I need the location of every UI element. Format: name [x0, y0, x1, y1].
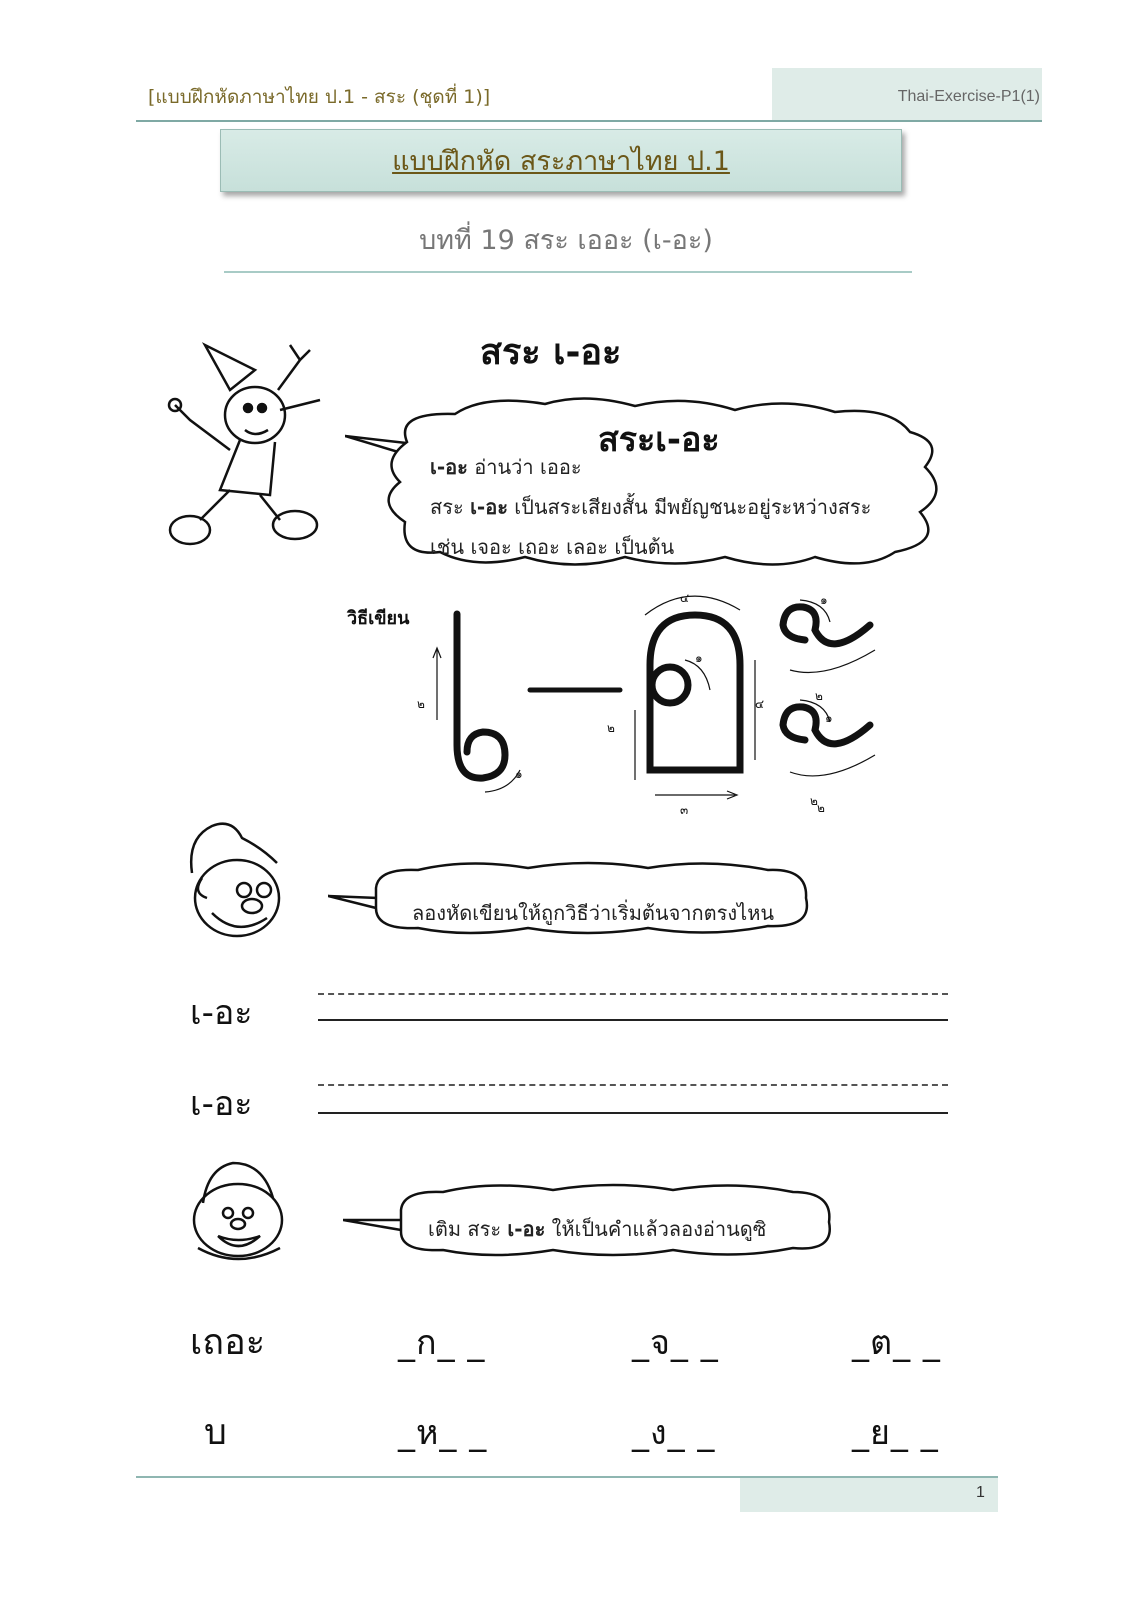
stroke-num: ๑ [695, 651, 703, 665]
cloud-line-1 [430, 451, 582, 483]
fill-blank-item[interactable]: _ต_ _ [852, 1323, 941, 1363]
page-title: แบบฝึกหัด สระภาษาไทย ป.1 [392, 146, 730, 177]
stroke-num: ๒ [417, 697, 425, 711]
cloud-line-2-pre: สระ [430, 495, 471, 519]
stroke-num: ๒ [817, 801, 825, 815]
lesson-subtitle: บทที่ 19 สระ เออะ (เ-อะ) [419, 225, 713, 256]
cloud-line-3: เช่น เจอะ เถอะ เลอะ เป็นต้น [430, 535, 675, 559]
stroke-num: ๒ [815, 689, 823, 703]
fill-blank-item[interactable]: _ง_ _ [632, 1413, 716, 1453]
speech-practice-text: ลองหัดเขียนให้ถูกวิธีว่าเริ่มต้นจากตรงไหน [412, 901, 775, 925]
cloud-line-2-bold: เ-อะ [470, 495, 508, 519]
fill-example-word: เถอะ [190, 1322, 266, 1363]
dwarf-illustration-1 [182, 818, 292, 943]
stroke-num: ๑ [825, 711, 833, 725]
dwarf-illustration-2 [188, 1158, 288, 1268]
practice-base-line-1 [318, 1019, 948, 1021]
header-left-title: [แบบฝึกหัดภาษาไทย ป.1 - สระ (ชุดที่ 1)] [148, 86, 491, 108]
footer-box [740, 1478, 998, 1512]
stroke-num: ๓ [680, 803, 689, 817]
practice-base-line-2 [318, 1112, 948, 1114]
practice-dashed-line-2[interactable] [318, 1084, 948, 1086]
page-number: 1 [976, 1484, 985, 1501]
header-divider [136, 120, 1042, 122]
stroke-num: ๑ [820, 593, 828, 607]
vowel-heading: สระ เ-อะ [480, 332, 622, 373]
speech-fill-bold: เ-อะ [507, 1217, 546, 1241]
practice-label-1: เ-อะ [190, 993, 253, 1033]
cloud-line-2-text: เป็นสระเสียงสั้น มีพยัญชนะอยู่ระหว่างสระ [507, 495, 872, 519]
subtitle-divider [224, 271, 912, 273]
stroke-num: ๒ [810, 794, 818, 808]
fill-blank-item[interactable]: _ห_ _ [398, 1413, 488, 1453]
cloud-line-2 [430, 491, 871, 523]
stroke-num: ๔ [680, 591, 690, 605]
practice-label-2: เ-อะ [190, 1084, 253, 1124]
stroke-num: ๑ [515, 767, 523, 781]
pinocchio-illustration [160, 330, 330, 560]
stroke-num: ๒ [607, 721, 615, 735]
speech-fill-rest: ให้เป็นคำแล้วลองอ่านดูซิ [545, 1217, 767, 1241]
fill-blank-item[interactable]: _ก_ _ [398, 1323, 486, 1363]
stroke-order-diagram [405, 580, 905, 830]
title-banner [220, 129, 902, 192]
cloud-line-1-text: อ่านว่า เออะ [467, 455, 582, 479]
cloud-line-1-bold: เ-อะ [430, 455, 468, 479]
cloud-title: สระเ-อะ [598, 420, 720, 460]
fill-example-consonant: บ [204, 1412, 227, 1453]
fill-blank-item[interactable]: _ย_ _ [852, 1413, 939, 1453]
practice-dashed-line-1[interactable] [318, 993, 948, 995]
header-right-code: Thai-Exercise-P1(1) [897, 88, 1040, 105]
fill-blank-item[interactable]: _จ_ _ [632, 1323, 719, 1363]
speech-fill-text [428, 1213, 766, 1245]
stroke-num: ๔ [755, 697, 765, 711]
speech-fill-pre: เติม สระ [428, 1217, 508, 1241]
how-to-write-label: วิธีเขียน [347, 608, 410, 629]
